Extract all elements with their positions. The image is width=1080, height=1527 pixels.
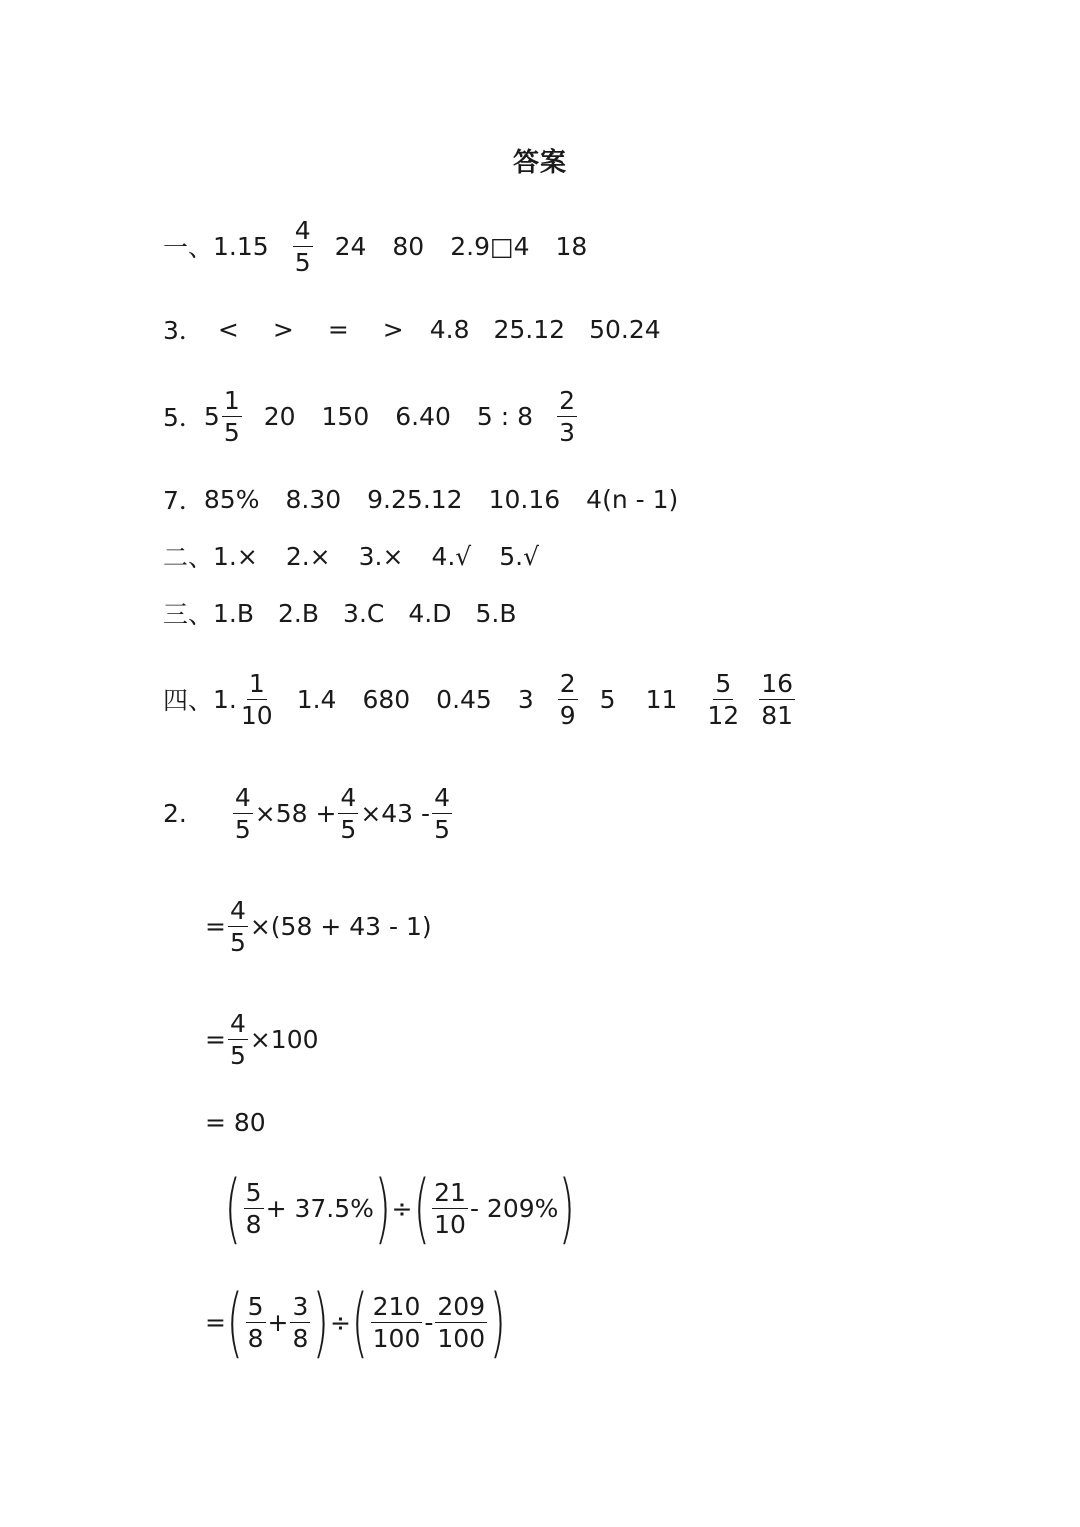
fraction: $\frac{1}{5}$ xyxy=(223,385,240,447)
answer-value: 25.12 xyxy=(493,314,566,344)
answer-value: 20 xyxy=(263,401,296,431)
item-number: 5． xyxy=(163,403,204,432)
comparison-symbol: > xyxy=(382,314,404,344)
right-paren: ) xyxy=(374,1163,391,1252)
answer-value: 5 xyxy=(599,684,616,714)
answer-value: 11 xyxy=(645,684,678,714)
judgment-answer: 1.× xyxy=(213,541,258,571)
answer-value: 0.45 xyxy=(436,684,492,714)
fraction: $\frac{2}{9}$ xyxy=(559,668,576,730)
plus-sign: + xyxy=(267,1307,289,1337)
answer-line-part4 xyxy=(163,669,797,729)
equals-sign: = xyxy=(205,911,226,941)
item-number: 2. xyxy=(163,798,187,828)
right-paren: ) xyxy=(489,1277,507,1366)
right-paren: ) xyxy=(559,1163,576,1252)
expression-term: ×(58 + 43 - 1) xyxy=(249,911,432,941)
item-number: 7． xyxy=(163,486,204,515)
answer-value: 680 xyxy=(362,684,411,714)
fraction: $\frac{4}{5}$ xyxy=(229,1008,246,1070)
answer-value: 80 xyxy=(392,231,425,261)
comparison-symbol: = xyxy=(327,314,349,344)
fraction: $\frac{21}{10}$ xyxy=(434,1177,466,1239)
judgment-answer: 2.× xyxy=(285,541,331,571)
answer-line-1 xyxy=(163,216,587,276)
fraction: $\frac{4}{5}$ xyxy=(229,895,246,957)
result: = 80 xyxy=(205,1107,266,1137)
equals-sign: = xyxy=(205,1024,226,1054)
expression-term: - 209% xyxy=(469,1193,559,1223)
mixed-number-whole: 5 xyxy=(203,401,220,431)
comparison-symbol: < xyxy=(217,314,239,344)
answer-value: 24 xyxy=(334,231,367,261)
fraction: $\frac{210}{100}$ xyxy=(372,1291,421,1353)
answer-value: 4.8 xyxy=(429,314,470,344)
left-paren: ( xyxy=(351,1277,368,1366)
answer-value: 8.30 xyxy=(285,484,342,514)
comparison-symbol: > xyxy=(272,314,294,344)
answer-value: 85% xyxy=(203,484,260,514)
calc1-step2 xyxy=(205,1009,319,1069)
fraction: $\frac{5}{8}$ xyxy=(245,1177,262,1239)
fraction: $\frac{5}{8}$ xyxy=(247,1291,264,1353)
expression-term: ×58 + xyxy=(254,798,337,828)
fraction: $\frac{16}{81}$ xyxy=(761,668,793,730)
fraction: $\frac{4}{5}$ xyxy=(340,782,357,844)
section-label: 一、 xyxy=(163,233,214,262)
calc1-step3 xyxy=(205,1092,266,1152)
section-label: 二、 xyxy=(163,543,214,572)
answer-value: 6.40 xyxy=(395,401,451,431)
answer-value: 1.15 xyxy=(213,231,269,261)
choice-answer: 5.B xyxy=(475,598,517,628)
fraction: $\frac{4}{5}$ xyxy=(234,782,251,844)
section-label: 四、 xyxy=(163,686,214,715)
answer-line-3 xyxy=(163,299,661,359)
fraction: $\frac{2}{3}$ xyxy=(559,385,575,447)
answer-line-5 xyxy=(163,386,579,446)
answer-value: 150 xyxy=(321,401,370,431)
expression-term: ×100 xyxy=(249,1024,319,1054)
divide-sign: ÷ xyxy=(330,1307,351,1337)
divide-sign: ÷ xyxy=(391,1193,413,1223)
answer-line-part2 xyxy=(163,526,539,586)
answer-value: 18 xyxy=(555,231,588,261)
answer-value: 9.25.12 xyxy=(367,484,463,514)
fraction: $\frac{209}{100}$ xyxy=(437,1291,486,1353)
right-paren: ) xyxy=(313,1277,330,1366)
answer-value: 3 xyxy=(517,684,534,714)
judgment-answer: 4.√ xyxy=(431,541,472,571)
item-number: 3． xyxy=(163,316,204,345)
choice-answer: 3.C xyxy=(343,598,385,628)
fraction: $\frac{5}{12}$ xyxy=(707,668,740,730)
choice-answer: 4.D xyxy=(408,598,452,628)
answer-line-7 xyxy=(163,469,678,529)
calc1-step1 xyxy=(205,896,432,956)
calc1-step0 xyxy=(163,783,454,843)
minus-sign: - xyxy=(424,1307,434,1337)
calc2-step0 xyxy=(224,1163,576,1252)
fraction: $\frac{4}{5}$ xyxy=(294,215,311,277)
calc2-step1 xyxy=(205,1277,507,1366)
choice-answer: 1.B xyxy=(213,598,255,628)
left-paren: ( xyxy=(226,1277,243,1366)
choice-answer: 2.B xyxy=(278,598,320,628)
item-number: 1. xyxy=(213,684,237,714)
fraction: $\frac{4}{5}$ xyxy=(434,782,450,844)
answer-value: 10.16 xyxy=(488,484,561,514)
judgment-answer: 3.× xyxy=(358,541,404,571)
left-paren: ( xyxy=(413,1163,430,1252)
judgment-answer: 5.√ xyxy=(499,541,540,571)
expression-term: ×43 - xyxy=(360,798,431,828)
answer-value: 5 : 8 xyxy=(476,401,534,431)
answer-value: 50.24 xyxy=(589,314,661,344)
fraction: $\frac{1}{10}$ xyxy=(240,668,273,730)
fraction: $\frac{3}{8}$ xyxy=(292,1291,309,1353)
answer-line-part3 xyxy=(163,583,516,643)
left-paren: ( xyxy=(224,1163,241,1252)
answer-value: 1.4 xyxy=(296,684,337,714)
answer-value: 2.9□4 xyxy=(450,231,530,261)
answer-value: 4(n - 1) xyxy=(586,484,679,514)
expression-term: + 37.5% xyxy=(265,1193,374,1223)
equals-sign: = xyxy=(205,1307,226,1337)
page-title: 答案 xyxy=(512,148,567,178)
section-label: 三、 xyxy=(163,600,214,629)
